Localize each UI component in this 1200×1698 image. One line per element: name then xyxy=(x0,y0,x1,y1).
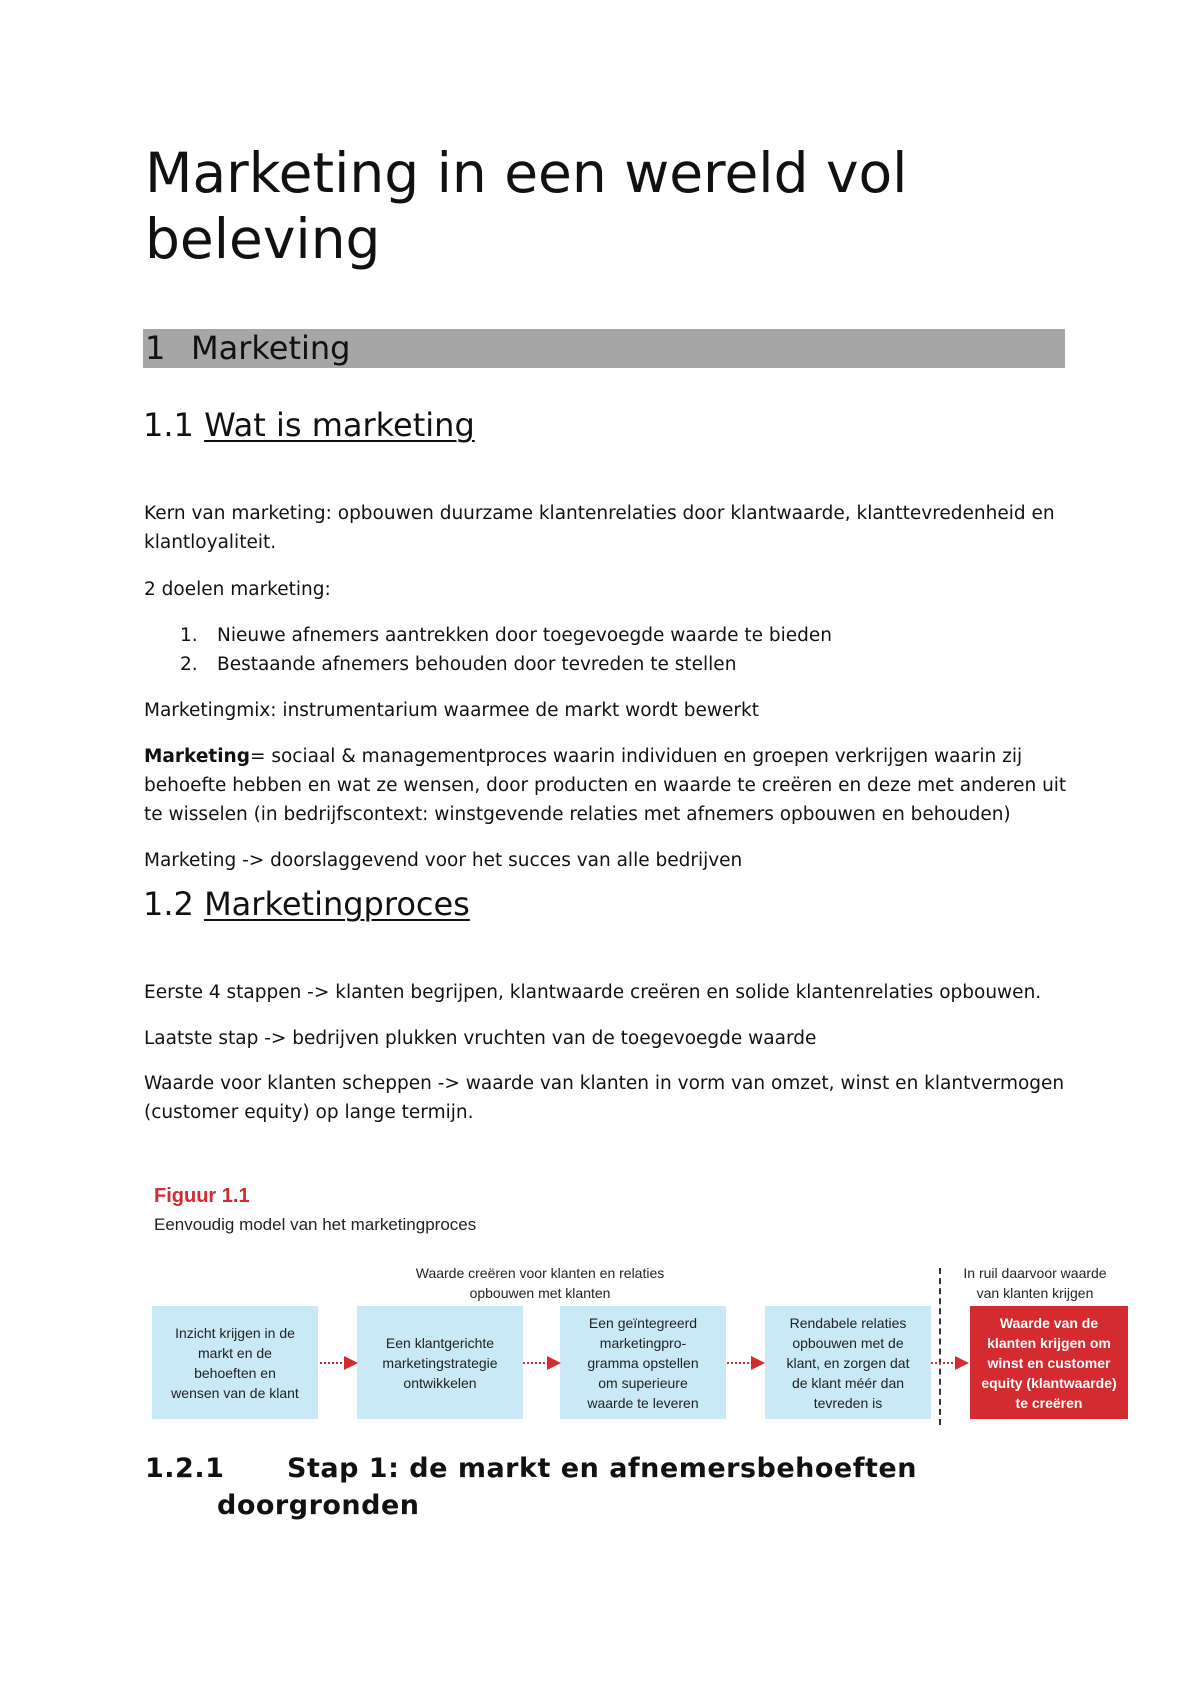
chapter-number: 1 xyxy=(145,329,166,367)
figure-label: Figuur 1.1 xyxy=(154,1185,250,1207)
text-line: marketingpro- xyxy=(599,1334,687,1351)
text-line: opbouwen met klanten xyxy=(469,1285,611,1301)
subsection-number: 1.2.1 xyxy=(145,1453,225,1484)
section-heading-1-1 xyxy=(143,405,475,445)
text-line: de klant méér dan xyxy=(791,1374,905,1391)
group-divider xyxy=(939,1268,941,1425)
text-line: gramma opstellen xyxy=(587,1354,699,1371)
text-line: = sociaal & managementproces waarin individuen en groepen verkrijgen waarin zij xyxy=(249,746,1023,767)
list-text: Bestaande afnemers behouden door tevreden te stellen xyxy=(217,654,737,675)
text-line: Waarde creëren voor klanten en relaties xyxy=(415,1265,665,1281)
paragraph-kern xyxy=(144,499,1074,557)
text-line: opbouwen met de xyxy=(792,1334,904,1351)
paragraph-eerste-stappen: Eerste 4 stappen -> klanten begrijpen, klantwaarde creëren en solide klantenrelaties opbouwen. xyxy=(144,982,1042,1003)
subsection-title-continued: doorgronden xyxy=(217,1490,420,1521)
text-line: Een geïntegreerd xyxy=(588,1314,698,1331)
text-line: Een klantgerichte xyxy=(385,1334,495,1351)
definition-term: Marketing xyxy=(144,746,250,767)
process-step-2 xyxy=(357,1306,523,1419)
text-line: tevreden is xyxy=(813,1394,883,1411)
text-line: Inzicht krijgen in de xyxy=(175,1324,295,1341)
text-line: behoefte hebben en wat ze wensen, door producten en waarde te creëren en deze met anderen uit xyxy=(144,775,1067,796)
text-line: klanten krijgen om xyxy=(987,1334,1111,1351)
arrow-right-icon xyxy=(318,1355,360,1371)
text-line: te wisselen (in bedrijfscontext: winstgevende relaties met afnemers opbouwen en behouden) xyxy=(144,804,1011,825)
figure-caption: Eenvoudig model van het marketingproces xyxy=(154,1215,477,1234)
chapter-title: Marketing xyxy=(191,329,351,367)
process-step-3 xyxy=(560,1306,726,1419)
subsection-heading-1-2-1 xyxy=(145,1450,1105,1524)
text-line: Waarde voor klanten scheppen -> waarde van klanten in vorm van omzet, winst en klantvermogen xyxy=(144,1073,1065,1094)
list-item xyxy=(144,621,1044,650)
paragraph-succes: Marketing -> doorslaggevend voor het succes van alle bedrijven xyxy=(144,850,743,871)
text-line: klant, en zorgen dat xyxy=(786,1354,910,1371)
paragraph-marketingmix: Marketingmix: instrumentarium waarmee de markt wordt bewerkt xyxy=(144,700,759,721)
arrow-right-icon xyxy=(929,1355,971,1371)
marketing-process-figure xyxy=(150,1185,1130,1425)
group-heading-left xyxy=(380,1263,700,1303)
text-line: Rendabele relaties xyxy=(789,1314,907,1331)
subsection-title: Stap 1: de markt en afnemersbehoeften xyxy=(287,1453,917,1484)
group-heading-right xyxy=(945,1263,1125,1303)
text-line: om superieure xyxy=(598,1374,688,1391)
arrow-right-icon xyxy=(521,1355,563,1371)
process-step-4 xyxy=(765,1306,931,1419)
numbered-list xyxy=(144,621,1044,679)
section-number: 1.1 xyxy=(143,406,194,444)
list-number: 1. xyxy=(180,625,198,646)
list-text: Nieuwe afnemers aantrekken door toegevoegde waarde te bieden xyxy=(217,625,833,646)
text-line: behoeften en xyxy=(194,1364,276,1381)
section-number: 1.2 xyxy=(143,885,194,923)
paragraph-waarde xyxy=(144,1069,1074,1127)
text-line: winst en customer xyxy=(987,1354,1111,1371)
document-title: Marketing in een wereld vol beleving xyxy=(145,141,908,271)
text-line: wensen van de klant xyxy=(171,1384,299,1401)
text-line: In ruil daarvoor waarde xyxy=(963,1265,1107,1281)
text-line: te creëren xyxy=(1015,1394,1083,1411)
text-line: marketingstrategie xyxy=(382,1354,498,1371)
text-line: waarde te leveren xyxy=(587,1394,699,1411)
section-title: Wat is marketing xyxy=(204,406,475,444)
text-line: Waarde van de xyxy=(999,1314,1099,1331)
process-step-1 xyxy=(152,1306,318,1419)
text-line: equity (klantwaarde) xyxy=(981,1374,1117,1391)
section-heading-1-2 xyxy=(143,884,470,924)
process-step-5 xyxy=(970,1306,1128,1419)
paragraph-laatste-stap: Laatste stap -> bedrijven plukken vruchten van de toegevoegde waarde xyxy=(144,1028,817,1049)
paragraph-doelen-intro: 2 doelen marketing: xyxy=(144,579,331,600)
arrow-right-icon xyxy=(725,1355,767,1371)
list-item xyxy=(144,650,1044,679)
text-line: klantloyaliteit. xyxy=(144,532,277,553)
chapter-heading xyxy=(143,329,1065,368)
text-line: (customer equity) op lange termijn. xyxy=(144,1102,474,1123)
text-line: Kern van marketing: opbouwen duurzame klantenrelaties door klantwaarde, klanttevredenheid en xyxy=(144,503,1055,524)
text-line: ontwikkelen xyxy=(403,1374,477,1391)
section-title: Marketingproces xyxy=(204,885,470,923)
list-number: 2. xyxy=(180,654,198,675)
text-line: markt en de xyxy=(198,1344,272,1361)
paragraph-definition xyxy=(144,742,1074,829)
text-line: van klanten krijgen xyxy=(976,1285,1094,1301)
